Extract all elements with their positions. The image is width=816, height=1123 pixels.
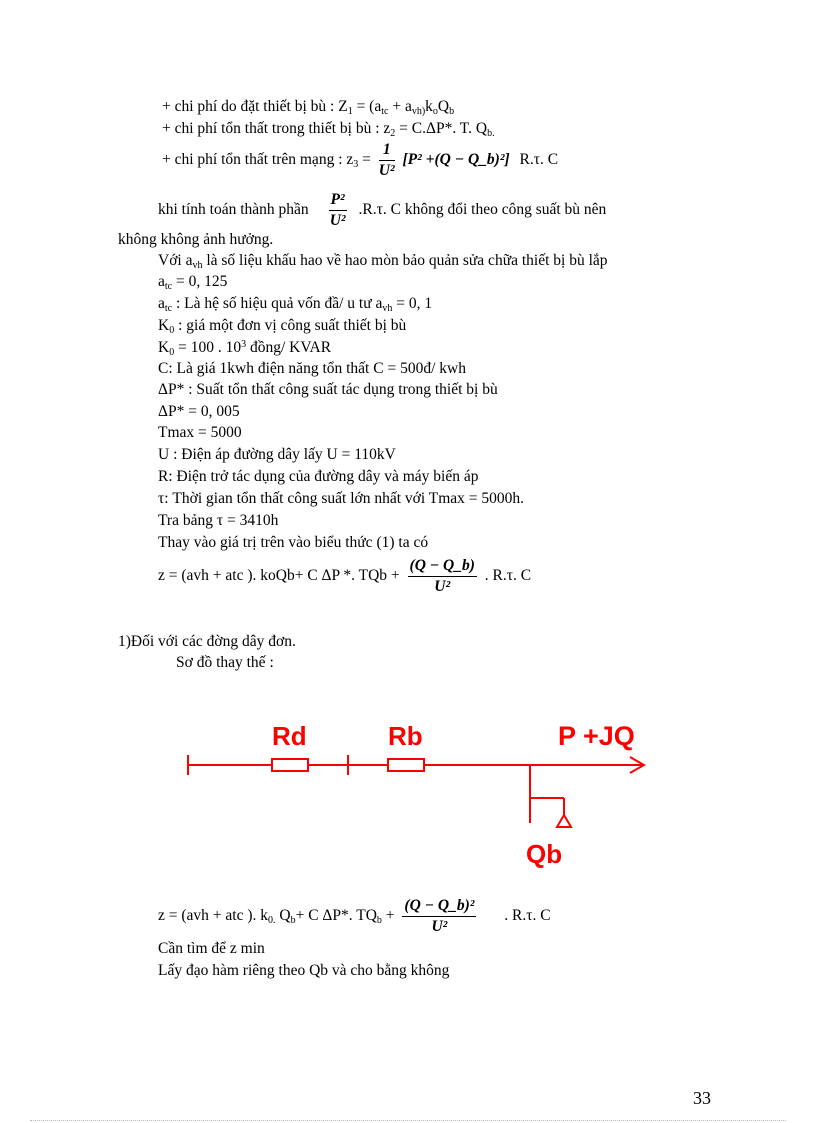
component-note-line: khi tính toán thành phần $\frac{\text{P²}}{\text{U²}}$ .R.τ. C không đổi theo công suất bù nên [158,191,607,229]
text-line: Với $a_{vh}$ là số liệu khấu hao về hao mòn bảo quản sửa chữa thiết bị bù lắp [158,252,608,271]
text-line: $a_{tc} = 0$, 125 [158,273,228,292]
section-heading: 1)Đối với các đờng dây đơn. [118,633,296,650]
text-line: Cần tìm để z min [158,940,265,957]
fraction-q-over-u2: $\frac{(Q - Q\_b)}{\text{U²}}$ [409,557,475,595]
formula-z-derivative-form: z = (avh + atc ). $k_{0.}$ $Q_b+ C$ ΔP*. $TQ_b$ + $\frac{\text{(Q − Q\_b)²}}{\text{U²}}$ . R.τ. C [158,897,551,935]
text-line: R: Điện trở tác dụng của đường dây và máy biến áp [158,468,479,485]
fraction-q2-over-u2: $\frac{\text{(Q − Q\_b)²}}{\text{U²}}$ [404,897,475,935]
substitution-diagram [180,705,660,885]
formula-z-substituted: z = (avh + atc ). koQb+ C ΔP *. TQb + $\frac{(Q - Q\_b)}{\text{U²}}$ . R.τ. C [158,557,532,595]
text-line: $K_0 = 100$ . $10^3$ đồng/ KVAR [158,339,332,358]
fraction-1-over-u2: $\frac{1}{\text{U²}}$ [378,141,395,179]
text-line: C: Là giá 1kwh điện năng tổn thất C = 500đ/ kwh [158,360,466,377]
label-p-jq: P +JQ [558,721,635,751]
text-line: Lấy đạo hàm riêng theo Qb và cho bằng không [158,962,450,979]
text-line: $a_{tc}$ : Là hệ số hiệu quả vốn đầ/ u tư $a_{vh} = 0$, 1 [158,295,433,314]
text-line: Tra bảng τ = 3410h [158,512,279,529]
cost-line-z3: + chi phí tổn thất trên mạng : $z_3$ = $\frac{1}{\text{U²}}$ [P² +(Q − Q_b)²] R.τ. C [162,141,559,179]
label-qb: Qb [526,839,563,869]
label-rb: Rb [388,721,423,751]
subheading: Sơ đồ thay thế : [176,654,274,671]
cost-line-z2: + chi phí tổn thất trong thiết bị bù : $z_2 = C.\Delta P*$. T. $Q_{b.}$ [162,120,495,139]
text-line: không không ảnh hưởng. [118,231,274,248]
text-line: ΔP* : Suất tổn thất công suất tác dụng trong thiết bị bù [158,381,498,398]
text-line: Thay vào giá trị trên vào biểu thức (1) ta có [158,534,429,551]
fraction-p2-over-u2: $\frac{\text{P²}}{\text{U²}}$ [329,191,346,229]
text-line: $K_0$ : giá một đơn vị công suất thiết bị bù [158,317,407,336]
ground-symbol [557,815,571,827]
page-bottom-divider [30,1120,786,1121]
text-line: τ: Thời gian tổn thất công suất lớn nhất với Tmax = 5000h. [158,490,525,507]
text-line: ΔP* = 0, 005 [158,403,240,420]
cost-line-z1: + chi phí do đặt thiết bị bù : $Z_1 = (a_{tc} + a_{vh)}k_oQ_b$ [162,98,455,117]
text-line: Tmax = 5000 [158,424,242,441]
label-rd: Rd [272,721,307,751]
resistor-rb [388,759,424,771]
text-line: U : Điện áp đường dây lấy U = 110kV [158,446,396,463]
bracket-expression: [P² +(Q − Q_b)²] [402,151,510,169]
page-number: 33 [693,1088,711,1108]
resistor-rd [272,759,308,771]
